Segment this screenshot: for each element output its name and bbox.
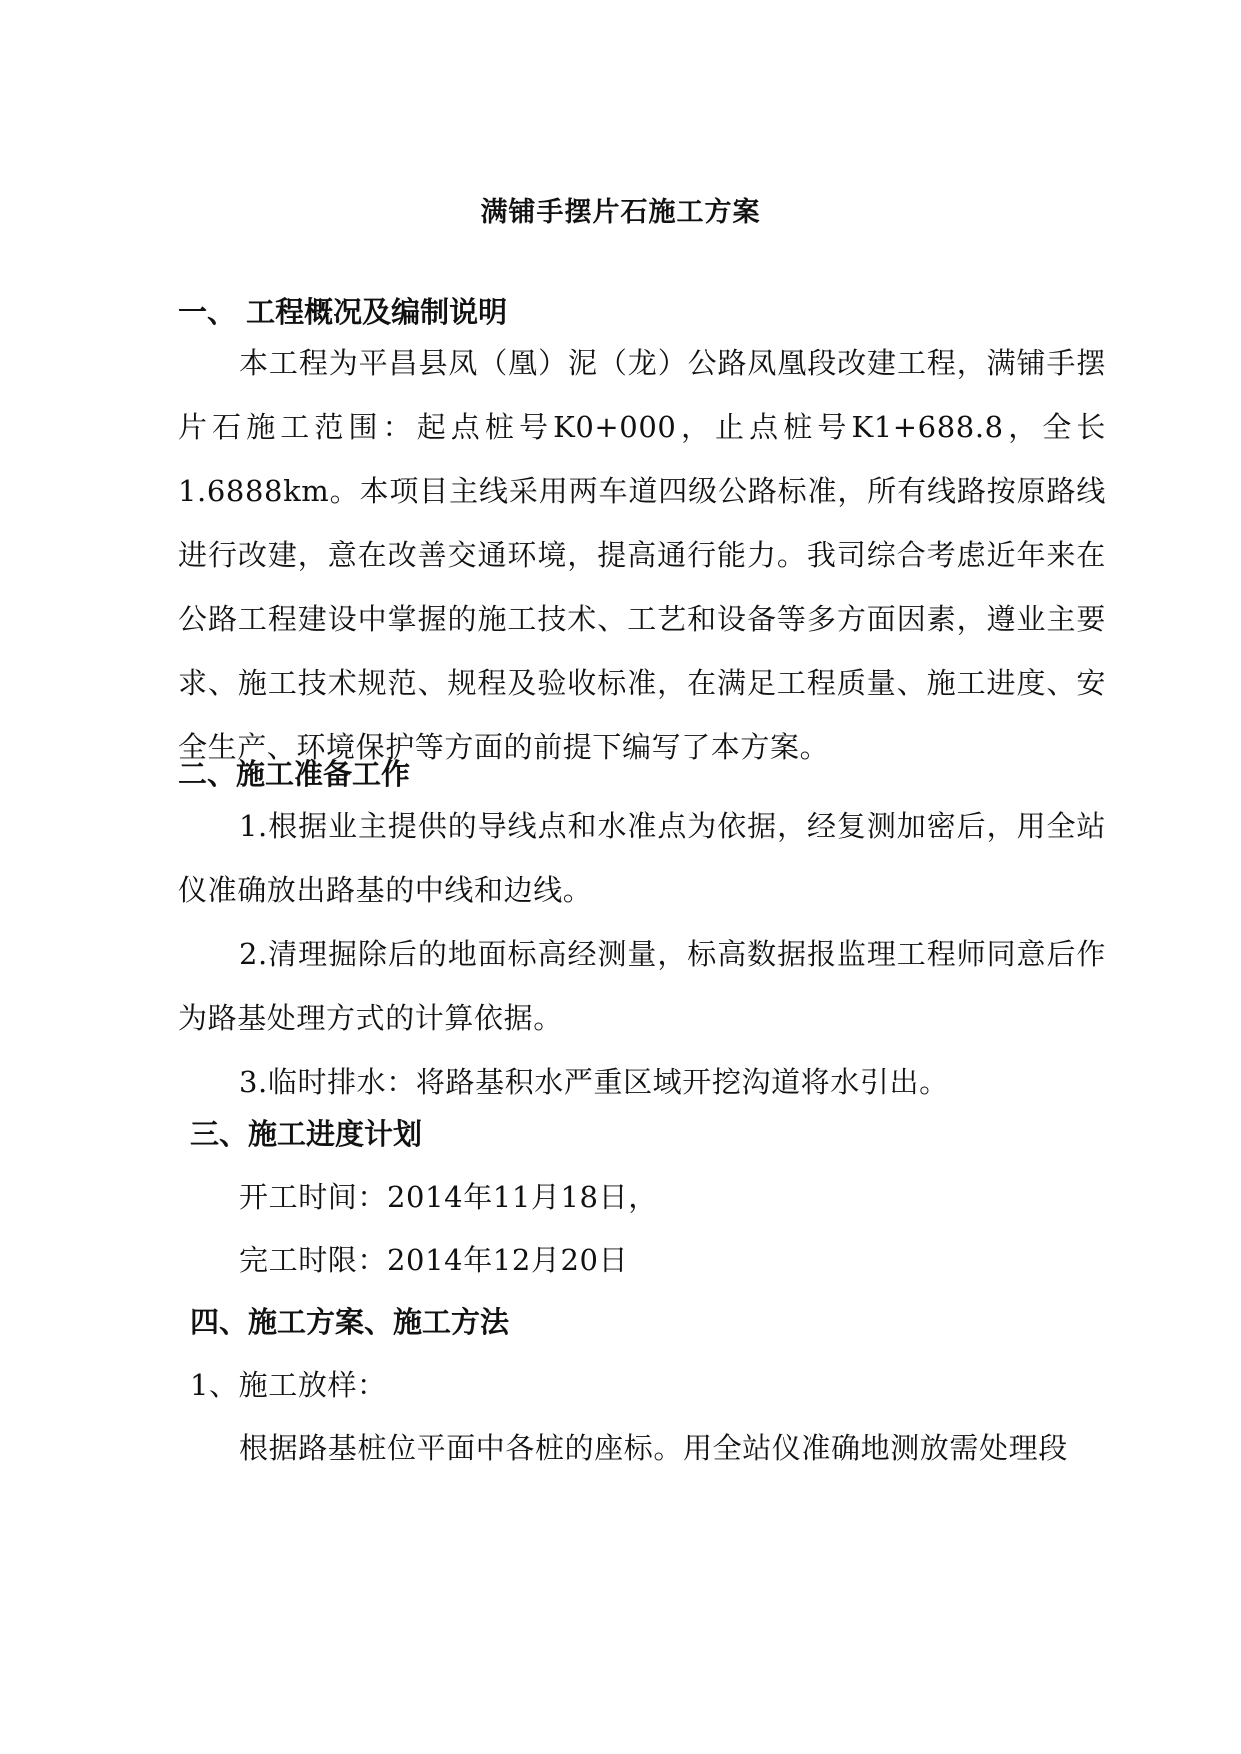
section-3-heading: 三、施工进度计划 (190, 1117, 423, 1151)
document-title: 满铺手摆片石施工方案 (480, 197, 761, 228)
section-1-body: 本工程为平昌县凤（凰）泥（龙）公路凤凰段改建工程，满铺手摆片石施工范围：起点桩号K0+000，止点桩号K1+688.8，全长1.6888km。本项目主线采用两车道四级公路标准，所有线路按原路线进行改建，意在改善交通环境，提高通行能力。我司综合考虑近年来在公路工程建设中掌握的施工技术、工艺和设备等多方面因素，遵业主要求、施工技术规范、规程及验收标准，在满足工程质量、施工进度、安全生产、环境保护等方面的前提下编写了本方案。 (178, 346, 1106, 764)
section-4-body: 根据路基桩位平面中各桩的座标。用全站仪准确地测放需处理段 (239, 1431, 1068, 1465)
section-2-heading: 二、施工准备工作 (178, 757, 411, 791)
section-2-item-1: 1.根据业主提供的导线点和水准点为依据，经复测加密后，用全站仪准确放出路基的中线和边线。 (178, 809, 1106, 907)
section-2-item-3: 3.临时排水：将路基积水严重区域开挖沟道将水引出。 (239, 1065, 949, 1099)
section-2-item-2: 2.清理掘除后的地面标高经测量，标高数据报监理工程师同意后作为路基处理方式的计算依据。 (178, 937, 1106, 1035)
start-date: 开工时间：2014年11月18日， (239, 1180, 658, 1214)
section-4-subheading-1: 1、施工放样： (190, 1368, 387, 1402)
end-date: 完工时限：2014年12月20日 (239, 1243, 629, 1277)
section-4-heading: 四、施工方案、施工方法 (190, 1305, 510, 1339)
section-1-heading: 一、 工程概况及编制说明 (178, 295, 508, 329)
